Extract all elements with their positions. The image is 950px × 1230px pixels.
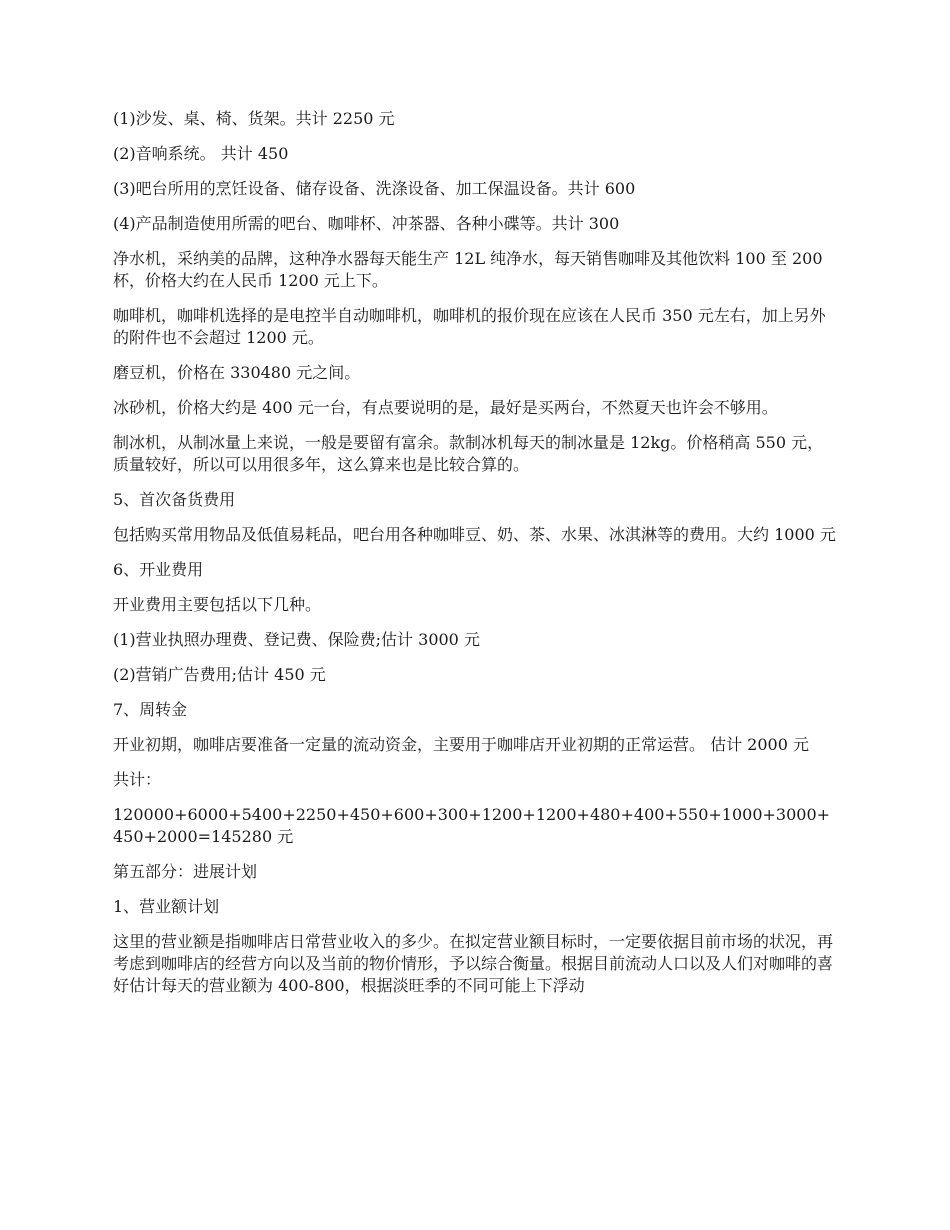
- paragraph-total-sum: 120000+6000+5400+2250+450+600+300+1200+1200+480+400+550+1000+3000+450+2000=145280 元: [113, 805, 831, 846]
- paragraph-working-capital: 开业初期，咖啡店要准备一定量的流动资金，主要用于咖啡店开业初期的正常运营。 估计 2000 元: [113, 735, 809, 754]
- part-heading-progress-plan: 第五部分：进展计划: [113, 862, 258, 881]
- paragraph-product-tools: (4)产品制造使用所需的吧台、咖啡杯、冲茶器、各种小碟等。共计 300: [113, 214, 620, 233]
- paragraph-furniture: (1)沙发、桌、椅、货架。共计 2250 元: [113, 109, 395, 128]
- paragraph-bar-equipment: (3)吧台所用的烹饪设备、储存设备、洗涤设备、加工保温设备。共计 600: [113, 179, 636, 198]
- section-heading-initial-stock: 5、首次备货费用: [113, 490, 236, 509]
- paragraph-total-label: 共计：: [113, 770, 162, 789]
- paragraph-water-purifier: 净水机，采纳美的品牌，这种净水器每天能生产 12L 纯净水，每天销售咖啡及其他饮料 100 至 200 杯，价格大约在人民币 1200 元上下。: [113, 249, 823, 290]
- paragraph-marketing-fees: (2)营销广告费用;估计 450 元: [113, 665, 326, 684]
- section-heading-opening-costs: 6、开业费用: [113, 560, 204, 579]
- paragraph-initial-stock: 包括购买常用物品及低值易耗品，吧台用各种咖啡豆、奶、茶、水果、冰淇淋等的费用。大约 1000 元: [113, 525, 836, 544]
- paragraph-grinder: 磨豆机，价格在 330480 元之间。: [113, 363, 361, 382]
- paragraph-opening-costs-intro: 开业费用主要包括以下几种。: [113, 595, 322, 614]
- section-heading-revenue-plan: 1、营业额计划: [113, 897, 220, 916]
- paragraph-ice-maker: 制冰机，从制冰量上来说，一般是要留有富余。款制冰机每天的制冰量是 12kg。价格稍高 550 元，质量较好，所以可以用很多年，这么算来也是比较合算的。: [113, 433, 824, 474]
- paragraph-revenue-plan: 这里的营业额是指咖啡店日常营业收入的多少。在拟定营业额目标时，一定要依据目前市场的状况，再考虑到咖啡店的经营方向以及当前的物价情形，予以综合衡量。根据目前流动人口以及人们对咖啡的喜好估计每天的营业额为 400-800，根据淡旺季的不同可能上下浮动: [113, 932, 834, 995]
- document-page: [113, 108, 838, 1010]
- section-heading-working-capital: 7、周转金: [113, 700, 188, 719]
- paragraph-audio-system: (2)音响系统。 共计 450: [113, 144, 289, 163]
- paragraph-ice-blender: 冰砂机，价格大约是 400 元一台，有点要说明的是，最好是买两台，不然夏天也许会不够用。: [113, 398, 778, 417]
- paragraph-coffee-machine: 咖啡机，咖啡机选择的是电控半自动咖啡机，咖啡机的报价现在应该在人民币 350 元左右，加上另外的附件也不会超过 1200 元。: [113, 306, 826, 347]
- paragraph-license-fees: (1)营业执照办理费、登记费、保险费;估计 3000 元: [113, 630, 480, 649]
